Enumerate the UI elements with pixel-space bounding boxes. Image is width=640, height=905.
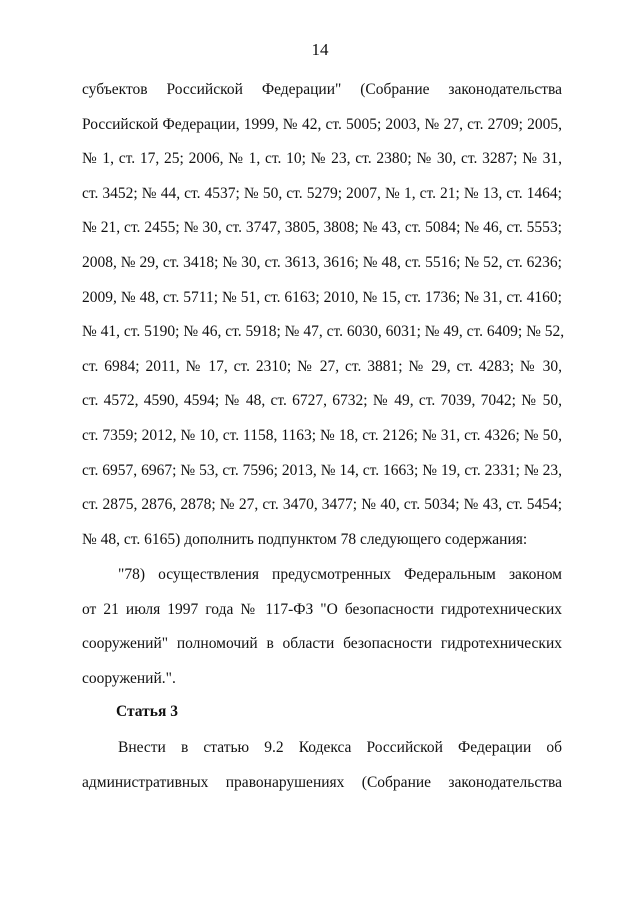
text-line: субъектов Российской Федерации" (Собрание законодательства bbox=[82, 81, 562, 98]
text-line: сооружений.". bbox=[82, 669, 176, 687]
text-line: № 21, ст. 2455; № 30, ст. 3747, 3805, 3808; № 43, ст. 5084; № 46, ст. 5553; bbox=[82, 219, 562, 237]
text-line: ст. 6957, 6967; № 53, ст. 7596; 2013, № 14, ст. 1663; № 19, ст. 2331; № 23, bbox=[82, 461, 562, 479]
text-line: ст. 7359; 2012, № 10, ст. 1158, 1163; № 18, ст. 2126; № 31, ст. 4326; № 50, bbox=[82, 426, 562, 444]
text-line: ст. 6984; 2011, № 17, ст. 2310; № 27, ст. 3881; № 29, ст. 4283; № 30, bbox=[82, 357, 562, 375]
text-line: № 48, ст. 6165) дополнить подпунктом 78 следующего содержания: bbox=[82, 530, 528, 548]
text-line: № 41, ст. 5190; № 46, ст. 5918; № 47, ст. 6030, 6031; № 49, ст. 6409; № 52, bbox=[82, 323, 565, 341]
article-heading: Статья 3 bbox=[116, 703, 178, 720]
text-line: ст. 4572, 4590, 4594; № 48, ст. 6727, 6732; № 49, ст. 7039, 7042; № 50, bbox=[82, 392, 562, 410]
paragraph-subitem-78 bbox=[82, 558, 562, 696]
text-line: административных правонарушениях (Собрание законодательства bbox=[82, 773, 562, 791]
text-line: ст. 3452; № 44, ст. 4537; № 50, ст. 5279; 2007, № 1, ст. 21; № 13, ст. 1464; bbox=[82, 184, 562, 202]
text-line: Российской Федерации, 1999, № 42, ст. 5005; 2003, № 27, ст. 2709; 2005, bbox=[82, 115, 562, 133]
text-line: 2008, № 29, ст. 3418; № 30, ст. 3613, 3616; № 48, ст. 5516; № 52, ст. 6236; bbox=[82, 253, 562, 271]
text-line: № 1, ст. 17, 25; 2006, № 1, ст. 10; № 23, ст. 2380; № 30, ст. 3287; № 31, bbox=[82, 150, 562, 168]
page-number: 14 bbox=[311, 40, 329, 59]
text-line: 2009, № 48, ст. 5711; № 51, ст. 6163; 2010, № 15, ст. 1736; № 31, ст. 4160; bbox=[82, 288, 562, 306]
text-line: Внести в статью 9.2 Кодекса Российской Федерации об bbox=[118, 739, 562, 756]
text-line: от 21 июля 1997 года № 117-ФЗ "О безопасности гидротехнических bbox=[82, 600, 562, 618]
text-line: "78) осуществления предусмотренных Федеральным законом bbox=[118, 566, 562, 583]
paragraph-article-3 bbox=[82, 731, 562, 800]
text-line: сооружений" полномочий в области безопасности гидротехнических bbox=[82, 635, 562, 653]
text-line: ст. 2875, 2876, 2878; № 27, ст. 3470, 3477; № 40, ст. 5034; № 43, ст. 5454; bbox=[82, 496, 562, 514]
paragraph-amendment-references bbox=[82, 73, 565, 557]
